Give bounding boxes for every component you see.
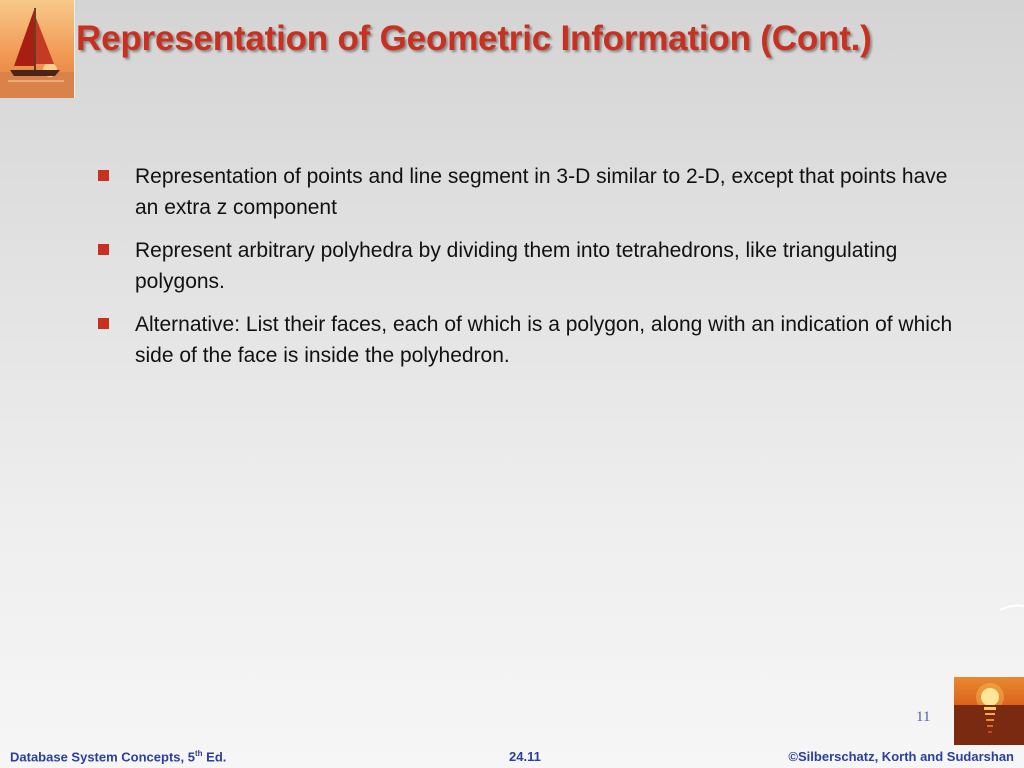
- bullet-text-3: Alternative: List their faces, each of which is a polygon, along with an indication of which side of the face is inside the polyhedron.: [135, 313, 953, 367]
- square-bullet-icon: [98, 244, 109, 255]
- bullet-text-1: Representation of points and line segment in 3-D similar to 2-D, except that points have an extra z component: [135, 165, 948, 219]
- footer-book-text: Database System Concepts, 5: [10, 749, 195, 765]
- decorative-swoosh: [1000, 604, 1024, 612]
- footer-book-title: [10, 749, 226, 764]
- slide-title: Representation of Geometric Information (Cont.): [76, 19, 872, 58]
- bullet-item-1: [98, 161, 958, 223]
- sunset-over-water-icon: [954, 677, 1024, 745]
- bullet-text-2: Represent arbitrary polyhedra by dividing them into tetrahedrons, like triangulating polygons.: [135, 239, 898, 293]
- bullet-item-3: [98, 309, 958, 371]
- footer-edition-suffix: Ed.: [202, 749, 227, 765]
- square-bullet-icon: [98, 170, 109, 181]
- bullet-list: [98, 161, 958, 383]
- slide-footer: [0, 745, 1024, 768]
- page-number: 11: [916, 709, 931, 725]
- bullet-item-2: [98, 235, 958, 297]
- footer-edition-superscript: th: [194, 749, 203, 758]
- sailboat-logo-icon: [0, 0, 75, 98]
- footer-copyright: ©Silberschatz, Korth and Sudarshan: [788, 749, 1014, 764]
- square-bullet-icon: [98, 318, 109, 329]
- footer-slide-id: 24.11: [509, 749, 541, 764]
